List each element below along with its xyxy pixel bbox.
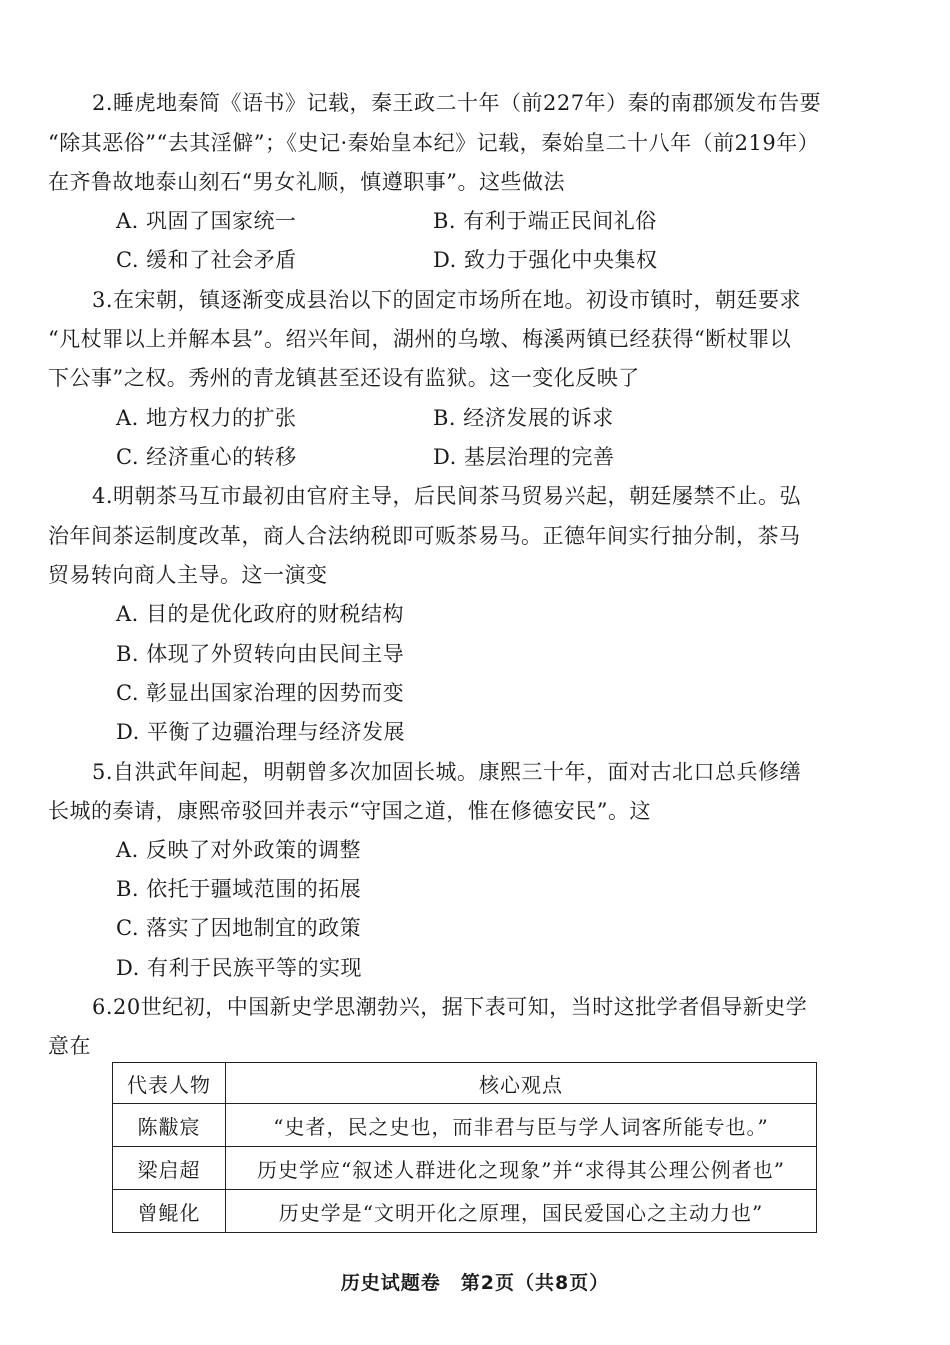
q2-option-a[interactable]: A. 巩固了国家统一 — [116, 209, 297, 233]
q3-option-c[interactable]: C. 经济重心的转移 — [116, 445, 297, 469]
table-header-row — [113, 1063, 817, 1104]
q5-option-b[interactable]: B. 依托于疆域范围的拓展 — [116, 877, 362, 901]
q6-stem-line-1: 6.20世纪初，中国新史学思潮勃兴，据下表可知，当时这批学者倡导新史学 — [92, 995, 808, 1019]
q2-option-d[interactable]: D. 致力于强化中央集权 — [433, 248, 658, 272]
page-footer: 历史试题卷 第2页（共8页） — [340, 1272, 610, 1294]
q4-option-c[interactable]: C. 彰显出国家治理的因势而变 — [116, 681, 405, 705]
q4-stem-line-3: 贸易转向商人主导。这一演变 — [48, 563, 328, 587]
q2-stem-line-3: 在齐鲁故地泰山刻石“男女礼顺，慎遵职事”。这些做法 — [48, 170, 565, 194]
q2-option-c[interactable]: C. 缓和了社会矛盾 — [116, 248, 297, 272]
q3-option-b[interactable]: B. 经济发展的诉求 — [433, 406, 614, 430]
q5-option-c[interactable]: C. 落实了因地制宜的政策 — [116, 916, 362, 940]
table-header-view: 核心观点 — [226, 1063, 817, 1104]
table-cell-view: 历史学应“叙述人群进化之现象”并“求得其公理公例者也” — [226, 1147, 817, 1190]
table-cell-person: 陈黻宸 — [113, 1104, 226, 1147]
q4-option-b[interactable]: B. 体现了外贸转向由民间主导 — [116, 642, 405, 666]
q5-stem-line-2: 长城的奏请，康熙帝驳回并表示“守国之道，惟在修德安民”。这 — [48, 799, 651, 823]
q5-option-a[interactable]: A. 反映了对外政策的调整 — [116, 838, 362, 862]
q2-stem-line-1: 2.睡虎地秦简《语书》记载，秦王政二十年（前227年）秦的南郡颁发布告要 — [92, 91, 822, 115]
q2-option-b[interactable]: B. 有利于端正民间礼俗 — [433, 209, 657, 233]
q5-stem-line-1: 5.自洪武年间起，明朝曾多次加固长城。康熙三十年，面对古北口总兵修缮 — [92, 760, 802, 784]
table-cell-view: “史者，民之史也，而非君与臣与学人词客所能专也。” — [226, 1104, 817, 1147]
q6-table — [112, 1062, 817, 1233]
q3-stem-line-1: 3.在宋朝，镇逐渐变成县治以下的固定市场所在地。初设市镇时，朝廷要求 — [92, 288, 802, 312]
q5-option-d[interactable]: D. 有利于民族平等的实现 — [116, 956, 362, 980]
q3-option-a[interactable]: A. 地方权力的扩张 — [116, 406, 297, 430]
table-cell-person: 梁启超 — [113, 1147, 226, 1190]
q4-option-d[interactable]: D. 平衡了边疆治理与经济发展 — [116, 720, 405, 744]
q6-stem-line-2: 意在 — [48, 1034, 91, 1058]
table-cell-person: 曾鲲化 — [113, 1190, 226, 1233]
q4-stem-line-1: 4.明朝茶马互市最初由官府主导，后民间茶马贸易兴起，朝廷屡禁不止。弘 — [92, 484, 802, 508]
q4-stem-line-2: 治年间茶运制度改革，商人合法纳税即可贩茶易马。正德年间实行抽分制，茶马 — [48, 524, 801, 548]
table-row — [113, 1104, 817, 1147]
table-row — [113, 1190, 817, 1233]
table-header-person: 代表人物 — [113, 1063, 226, 1104]
q3-stem-line-2: “凡杖罪以上并解本县”。绍兴年间，湖州的乌墩、梅溪两镇已经获得“断杖罪以 — [48, 327, 792, 351]
table-cell-view: 历史学是“文明开化之原理，国民爱国心之主动力也” — [226, 1190, 817, 1233]
q4-option-a[interactable]: A. 目的是优化政府的财税结构 — [116, 602, 405, 626]
q3-option-d[interactable]: D. 基层治理的完善 — [433, 445, 615, 469]
q3-stem-line-3: 下公事”之权。秀州的青龙镇甚至还设有监狱。这一变化反映了 — [48, 366, 640, 390]
q2-stem-line-2: “除其恶俗”“去其淫僻”；《史记·秦始皇本纪》记载，秦始皇二十八年（前219年） — [48, 131, 820, 155]
table-row — [113, 1147, 817, 1190]
